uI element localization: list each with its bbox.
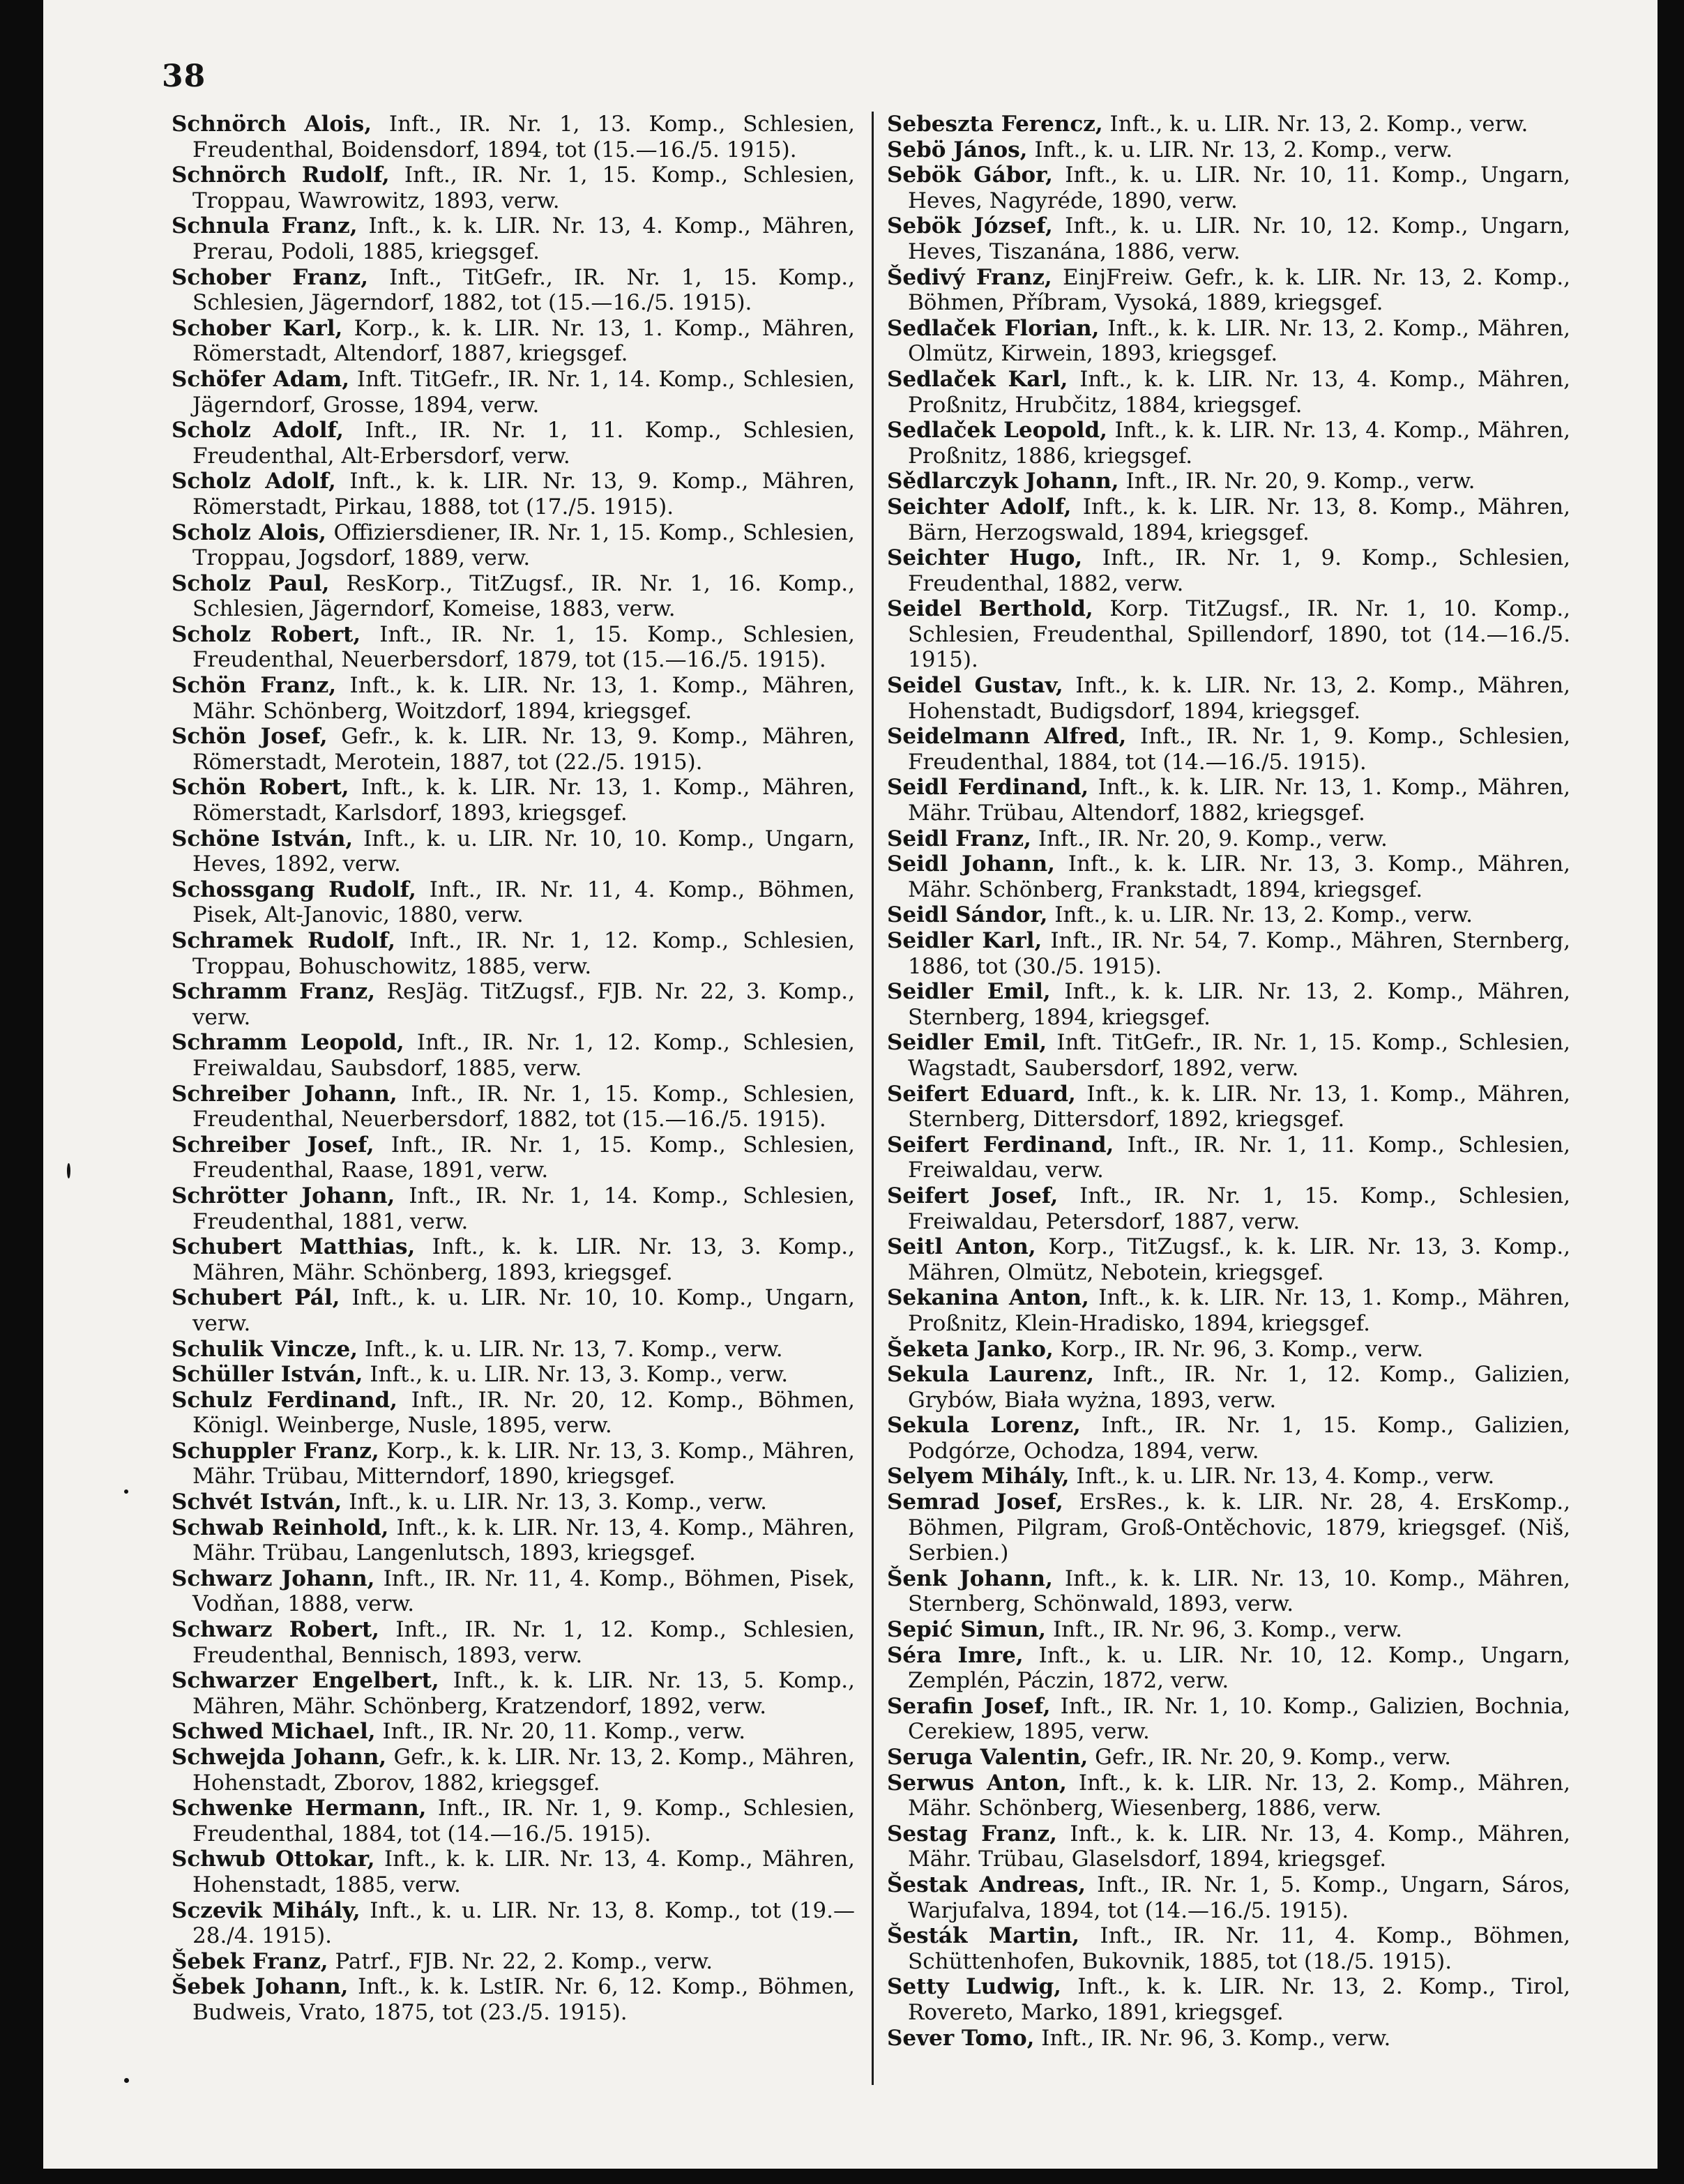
- entry-name: Seidler Emil,: [887, 979, 1051, 1005]
- left-column: [172, 112, 855, 2026]
- register-entry: [887, 1285, 1570, 1336]
- entry-name: Seifert Josef,: [887, 1183, 1059, 1208]
- entry-name: Seidl Franz,: [887, 826, 1031, 851]
- register-entry: [172, 1745, 855, 1796]
- entry-name: Schöfer Adam,: [172, 366, 350, 392]
- entry-details: Inft., IR. Nr. 1, 15. Komp., Schlesien, Freudenthal, Neuerbersdorf, 1882, tot (15.—16./5. 1915).: [192, 1081, 856, 1132]
- entry-name: Schulz Ferdinand,: [172, 1387, 397, 1413]
- page-number: 38: [162, 59, 206, 94]
- entry-details: Inft., k. k. LIR. Nr. 13, 1. Komp., Mähren, Römerstadt, Karlsdorf, 1893, kriegsgef.: [192, 775, 855, 826]
- entry-details: Inft., k. u. LIR. Nr. 13, 2. Komp., verw.: [1109, 112, 1529, 137]
- register-entry: [172, 1617, 855, 1668]
- register-entry: [172, 1668, 855, 1719]
- scan-speck: [67, 1163, 70, 1178]
- entry-name: Seidl Johann,: [887, 851, 1055, 877]
- entry-details: ResKorp., TitZugsf., IR. Nr. 1, 16. Komp., Schlesien, Jägerndorf, Komeise, 1883, verw.: [192, 570, 856, 622]
- register-entry: [172, 1132, 855, 1183]
- entry-name: Schön Franz,: [172, 673, 337, 699]
- entry-name: Scholz Alois,: [172, 520, 326, 545]
- entry-details: Inft., IR. Nr. 1, 15. Komp., Galizien, Podgórze, Ochodza, 1894, verw.: [908, 1413, 1571, 1464]
- register-entry: [887, 1337, 1570, 1363]
- register-entry: [887, 851, 1570, 902]
- register-entry: [887, 1489, 1570, 1566]
- register-entry: [887, 162, 1570, 213]
- register-entry: [887, 1617, 1570, 1643]
- register-entry: [887, 1362, 1570, 1413]
- entry-details: Inft., IR. Nr. 1, 13. Komp., Schlesien, Freudenthal, Boidensdorf, 1894, tot (15.—16./5. 1915).: [192, 112, 856, 162]
- entry-name: Seifert Eduard,: [887, 1081, 1076, 1107]
- entry-name: Sebö János,: [887, 137, 1028, 162]
- entry-name: Sestag Franz,: [887, 1821, 1057, 1846]
- entry-name: Schnörch Alois,: [172, 112, 372, 137]
- entry-name: Schramek Rudolf,: [172, 928, 395, 953]
- register-entry: [172, 418, 855, 469]
- register-entry: [172, 1949, 855, 1975]
- scan-border-bottom: [0, 2169, 1684, 2184]
- entry-name: Semrad Josef,: [887, 1489, 1063, 1515]
- register-entry: [887, 112, 1570, 137]
- register-entry: [887, 1821, 1570, 1872]
- entry-name: Schramm Leopold,: [172, 1030, 404, 1056]
- entry-details: Inft., k. u. LIR. Nr. 10, 10. Komp., Ungarn, verw.: [192, 1285, 855, 1336]
- entry-name: Seifert Ferdinand,: [887, 1132, 1114, 1158]
- register-entry: [887, 2026, 1570, 2052]
- register-entry: [887, 1413, 1570, 1464]
- entry-details: Inft., k. u. LIR. Nr. 13, 4. Komp., verw.: [1076, 1464, 1495, 1489]
- register-entry: [887, 1745, 1570, 1770]
- entry-name: Schramm Franz,: [172, 979, 376, 1005]
- entry-details: Inft., k. u. LIR. Nr. 13, 8. Komp., tot (19.—28./4. 1915).: [192, 1897, 856, 1949]
- entry-details: EinjFreiw. Gefr., k. k. LIR. Nr. 13, 2. Komp., Böhmen, Příbram, Vysoká, 1889, kriegsgef.: [908, 264, 1571, 316]
- register-entry: [172, 1439, 855, 1489]
- entry-name: Seruga Valentin,: [887, 1745, 1088, 1770]
- entry-details: Korp., k. k. LIR. Nr. 13, 1. Komp., Mähren, Römerstadt, Altendorf, 1887, kriegsgef.: [192, 315, 855, 367]
- entry-name: Seidler Emil,: [887, 1030, 1047, 1056]
- entry-name: Schwed Michael,: [172, 1719, 376, 1745]
- entry-details: Inft., k. k. LIR. Nr. 13, 8. Komp., Mähren, Bärn, Herzogswald, 1894, kriegsgef.: [908, 494, 1570, 545]
- entry-details: Inft., k. k. LIR. Nr. 13, 2. Komp., Mähren, Sternberg, 1894, kriegsgef.: [908, 979, 1571, 1030]
- register-entry: [172, 1796, 855, 1846]
- entry-name: Scholz Adolf,: [172, 469, 336, 494]
- entry-details: Inft., k. k. LIR. Nr. 13, 4. Komp., Mähren, Prerau, Podoli, 1885, kriegsgef.: [192, 213, 855, 264]
- entry-name: Serafin Josef,: [887, 1693, 1051, 1719]
- entry-name: Sedlaček Karl,: [887, 366, 1068, 392]
- register-entry: [172, 469, 855, 520]
- entry-details: Inft., k. k. LIR. Nr. 13, 4. Komp., Mähren, Proßnitz, 1886, kriegsgef.: [908, 418, 1570, 469]
- entry-name: Šebek Johann,: [172, 1974, 349, 2000]
- register-entry: [172, 213, 855, 264]
- register-entry: [172, 316, 855, 367]
- entry-name: Schossgang Rudolf,: [172, 877, 416, 902]
- entry-details: ResJäg. TitZugsf., FJB. Nr. 22, 3. Komp., verw.: [192, 979, 856, 1030]
- register-entry: [172, 1489, 855, 1515]
- register-entry: [887, 928, 1570, 979]
- entry-details: Inft., k. k. LIR. Nr. 13, 2. Komp., Tirol, Rovereto, Marko, 1891, kriegsgef.: [908, 1974, 1571, 2025]
- entry-name: Schubert Pál,: [172, 1285, 340, 1311]
- register-entry: [172, 826, 855, 877]
- entry-details: Inft., IR. Nr. 1, 14. Komp., Schlesien, Freudenthal, 1881, verw.: [192, 1183, 856, 1234]
- register-entry: [887, 213, 1570, 264]
- entry-name: Selyem Mihály,: [887, 1464, 1070, 1489]
- entry-details: Inft., k. k. LIR. Nr. 13, 2. Komp., Mähren, Olmütz, Kirwein, 1893, kriegsgef.: [908, 315, 1570, 367]
- entry-name: Seitl Anton,: [887, 1234, 1036, 1260]
- entry-name: Setty Ludwig,: [887, 1974, 1061, 2000]
- entry-details: Inft., k. u. LIR. Nr. 13, 3. Komp., verw.: [370, 1362, 789, 1388]
- register-entry: [887, 826, 1570, 852]
- register-entry: [887, 596, 1570, 673]
- register-entry: [887, 316, 1570, 367]
- entry-name: Schwarz Robert,: [172, 1617, 379, 1643]
- entry-details: Inft., k. u. LIR. Nr. 13, 2. Komp., verw.: [1034, 137, 1453, 162]
- register-entry: [887, 545, 1570, 596]
- register-entry: [887, 1030, 1570, 1081]
- entry-details: Inft., IR. Nr. 1, 12. Komp., Galizien, Grybów, Biała wyżna, 1893, verw.: [908, 1362, 1571, 1413]
- entry-details: Inft., k. u. LIR. Nr. 10, 12. Komp., Ungarn, Heves, Tiszanána, 1886, verw.: [908, 213, 1570, 264]
- entry-details: Inft., k. k. LIR. Nr. 13, 3. Komp., Mähren, Mähr. Schönberg, Frankstadt, 1894, kriegsgef.: [908, 851, 1570, 902]
- register-entry: [887, 137, 1570, 163]
- register-entry: [172, 1974, 855, 2025]
- register-entry: [887, 494, 1570, 545]
- register-entry: [887, 1923, 1570, 1974]
- entry-details: Inft., IR. Nr. 1, 12. Komp., Schlesien, Troppau, Bohuschowitz, 1885, verw.: [192, 928, 856, 979]
- register-entry: [172, 367, 855, 418]
- entry-name: Schön Robert,: [172, 775, 349, 801]
- entry-details: Inft., IR. Nr. 1, 5. Komp., Ungarn, Sáros, Warjufalva, 1894, tot (14.—16./5. 1915).: [908, 1872, 1570, 1923]
- entry-details: Inft., IR. Nr. 1, 12. Komp., Schlesien, Freiwaldau, Saubsdorf, 1885, verw.: [192, 1030, 855, 1081]
- entry-name: Sebök József,: [887, 213, 1053, 239]
- entry-name: Schuppler Franz,: [172, 1438, 379, 1464]
- entry-details: Inft., k. k. LIR. Nr. 13, 2. Komp., Mähren, Hohenstadt, Budigsdorf, 1894, kriegsgef.: [908, 673, 1570, 724]
- entry-details: Inft., IR. Nr. 20, 12. Komp., Böhmen, Königl. Weinberge, Nusle, 1895, verw.: [192, 1387, 855, 1439]
- right-column: [887, 112, 1570, 2051]
- entry-details: Gefr., k. k. LIR. Nr. 13, 2. Komp., Mähren, Hohenstadt, Zborov, 1882, kriegsgef.: [192, 1745, 855, 1796]
- entry-details: Inft., IR. Nr. 1, 15. Komp., Schlesien, Freudenthal, Raase, 1891, verw.: [192, 1132, 856, 1183]
- register-entry: [172, 1846, 855, 1897]
- register-entry: [172, 1515, 855, 1566]
- register-entry: [887, 775, 1570, 826]
- register-entry: [887, 724, 1570, 775]
- entry-details: Inft., IR. Nr. 96, 3. Komp., verw.: [1041, 2025, 1391, 2051]
- entry-details: Inft., k. u. LIR. Nr. 10, 10. Komp., Ungarn, Heves, 1892, verw.: [192, 826, 855, 877]
- register-entry: [887, 1183, 1570, 1234]
- entry-details: Inft., IR. Nr. 20, 11. Komp., verw.: [382, 1719, 746, 1745]
- entry-name: Sedlaček Florian,: [887, 315, 1100, 341]
- entry-details: Inft., IR. Nr. 1, 11. Komp., Schlesien, Freiwaldau, verw.: [908, 1132, 1571, 1183]
- register-entry: [172, 1566, 855, 1617]
- entry-details: Inft. TitGefr., IR. Nr. 1, 15. Komp., Schlesien, Wagstadt, Saubersdorf, 1892, verw.: [908, 1030, 1570, 1081]
- register-entry: [887, 1770, 1570, 1821]
- entry-name: Sědlarczyk Johann,: [887, 469, 1119, 494]
- entry-name: Séra Imre,: [887, 1642, 1024, 1668]
- entry-details: Inft., k. k. LIR. Nr. 13, 4. Komp., Mähren, Hohenstadt, 1885, verw.: [192, 1846, 856, 1897]
- register-entry: [172, 1362, 855, 1388]
- entry-name: Schreiber Johann,: [172, 1081, 397, 1107]
- register-entry: [172, 1082, 855, 1132]
- entry-name: Scholz Robert,: [172, 621, 361, 647]
- entry-details: Inft., k. u. LIR. Nr. 13, 3. Komp., verw.: [349, 1489, 767, 1515]
- register-entry: [887, 979, 1570, 1030]
- register-entry: [887, 1643, 1570, 1694]
- entry-name: Šebek Franz,: [172, 1948, 328, 1974]
- entry-details: Inft., k. k. LIR. Nr. 13, 3. Komp., Mähren, Mähr. Schönberg, 1893, kriegsgef.: [192, 1234, 855, 1285]
- register-entry: [172, 877, 855, 928]
- register-entry: [172, 1285, 855, 1336]
- entry-name: Schwarz Johann,: [172, 1565, 375, 1591]
- register-entry: [172, 673, 855, 724]
- entry-name: Schnula Franz,: [172, 213, 358, 239]
- register-entry: [172, 979, 855, 1030]
- register-entry: [172, 928, 855, 979]
- register-entry: [172, 1030, 855, 1081]
- entry-details: Inft., IR. Nr. 1, 11. Komp., Schlesien, Freudenthal, Alt-Erbersdorf, verw.: [192, 418, 856, 469]
- entry-name: Seidel Gustav,: [887, 673, 1063, 699]
- entry-name: Scholz Adolf,: [172, 418, 344, 443]
- entry-details: Inft., k. k. LIR. Nr. 13, 1. Komp., Mähren, Mähr. Schönberg, Woitzdorf, 1894, kriegsgef.: [192, 673, 855, 724]
- entry-details: Inft., TitGefr., IR. Nr. 1, 15. Komp., Schlesien, Jägerndorf, 1882, tot (15.—16./5. 1915).: [192, 264, 855, 316]
- entry-name: Schwenke Hermann,: [172, 1796, 427, 1821]
- entry-details: Korp., k. k. LIR. Nr. 13, 3. Komp., Mähren, Mähr. Trübau, Mitterndorf, 1890, kriegsgef.: [192, 1438, 855, 1489]
- entry-name: Schober Franz,: [172, 264, 369, 290]
- entry-details: Inft., IR. Nr. 96, 3. Komp., verw.: [1052, 1617, 1402, 1643]
- entry-name: Šedivý Franz,: [887, 264, 1052, 290]
- entry-name: Seichter Hugo,: [887, 545, 1083, 571]
- entry-name: Schvét István,: [172, 1489, 342, 1515]
- entry-details: Inft., k. u. LIR. Nr. 13, 7. Komp., verw.: [364, 1336, 783, 1362]
- entry-details: Inft., IR. Nr. 1, 15. Komp., Schlesien, Troppau, Wawrowitz, 1893, verw.: [192, 162, 855, 213]
- entry-name: Seidler Karl,: [887, 928, 1042, 953]
- entry-name: Sekula Laurenz,: [887, 1362, 1095, 1388]
- entry-details: Inft., IR. Nr. 1, 9. Komp., Schlesien, Freudenthal, 1882, verw.: [908, 545, 1570, 596]
- register-entry: [887, 469, 1570, 494]
- register-entry: [887, 673, 1570, 724]
- register-entry: [887, 1694, 1570, 1745]
- entry-details: Inft., k. k. LIR. Nr. 13, 1. Komp., Mähren, Sternberg, Dittersdorf, 1892, kriegsgef.: [908, 1081, 1571, 1132]
- entry-name: Seidel Berthold,: [887, 596, 1093, 622]
- register-entry: [172, 724, 855, 775]
- entry-name: Sekula Lorenz,: [887, 1413, 1081, 1439]
- entry-name: Schrötter Johann,: [172, 1183, 395, 1208]
- entry-name: Serwus Anton,: [887, 1770, 1067, 1796]
- entry-details: Inft., k. k. LIR. Nr. 13, 4. Komp., Mähren, Mähr. Trübau, Langenlutsch, 1893, kriegsgef.: [192, 1515, 855, 1566]
- entry-name: Sebeszta Ferencz,: [887, 112, 1103, 137]
- register-entry: [172, 1388, 855, 1439]
- entry-name: Schwab Reinhold,: [172, 1515, 389, 1540]
- entry-name: Seichter Adolf,: [887, 494, 1072, 520]
- entry-name: Seidl Ferdinand,: [887, 775, 1089, 801]
- entry-details: Inft., k. u. LIR. Nr. 10, 11. Komp., Ungarn, Heves, Nagyréde, 1890, verw.: [908, 162, 1570, 213]
- column-divider: [872, 112, 874, 2085]
- entry-name: Schwub Ottokar,: [172, 1846, 375, 1872]
- entry-details: Inft., k. k. LIR. Nr. 13, 10. Komp., Mähren, Sternberg, Schönwald, 1893, verw.: [908, 1565, 1570, 1617]
- register-entry: [172, 1183, 855, 1234]
- entry-details: Inft., k. k. LIR. Nr. 13, 4. Komp., Mähren, Mähr. Trübau, Glaselsdorf, 1894, kriegsgef.: [908, 1821, 1570, 1872]
- scan-border-right: [1658, 0, 1684, 2184]
- register-entry: [887, 1132, 1570, 1183]
- entry-details: Inft., IR. Nr. 11, 4. Komp., Böhmen, Schüttenhofen, Bukovnik, 1885, tot (18./5. 1915).: [908, 1923, 1570, 1974]
- entry-name: Schwarzer Engelbert,: [172, 1668, 439, 1694]
- entry-details: Patrf., FJB. Nr. 22, 2. Komp., verw.: [335, 1948, 713, 1974]
- entry-name: Schulik Vincze,: [172, 1336, 358, 1362]
- register-entry: [887, 1974, 1570, 2025]
- entry-details: Gefr., k. k. LIR. Nr. 13, 9. Komp., Mähren, Römerstadt, Merotein, 1887, tot (22./5. 1915).: [192, 724, 855, 775]
- entry-details: Korp., TitZugsf., k. k. LIR. Nr. 13, 3. Komp., Mähren, Olmütz, Nebotein, kriegsgef.: [908, 1234, 1571, 1285]
- entry-name: Šesták Martin,: [887, 1923, 1080, 1949]
- register-entry: [172, 1898, 855, 1949]
- entry-details: Inft., k. k. LstIR. Nr. 6, 12. Komp., Böhmen, Budweis, Vrato, 1875, tot (23./5. 1915).: [192, 1974, 855, 2025]
- entry-name: Sekanina Anton,: [887, 1285, 1089, 1311]
- entry-name: Schöne István,: [172, 826, 354, 851]
- entry-name: Sepić Simun,: [887, 1617, 1047, 1643]
- entry-name: Schober Karl,: [172, 315, 343, 341]
- entry-details: Inft., IR. Nr. 1, 15. Komp., Schlesien, Freudenthal, Neuerbersdorf, 1879, tot (15.—16./5. 1915).: [192, 621, 855, 673]
- register-entry: [172, 1337, 855, 1363]
- entry-details: Inft., k. k. LIR. Nr. 13, 9. Komp., Mähren, Römerstadt, Pirkau, 1888, tot (17./5. 1915).: [192, 469, 855, 520]
- entry-name: Scholz Paul,: [172, 570, 330, 596]
- register-entry: [887, 902, 1570, 928]
- entry-name: Šeketa Janko,: [887, 1336, 1054, 1362]
- scan-border-left: [0, 0, 43, 2184]
- register-entry: [887, 418, 1570, 469]
- scan-speck: [124, 2078, 129, 2083]
- register-entry: [172, 520, 855, 571]
- register-entry: [172, 622, 855, 673]
- register-entry: [172, 112, 855, 162]
- entry-name: Sever Tomo,: [887, 2025, 1035, 2051]
- entry-details: Inft., IR. Nr. 1, 15. Komp., Schlesien, Freiwaldau, Petersdorf, 1887, verw.: [908, 1183, 1571, 1234]
- entry-details: Offiziersdiener, IR. Nr. 1, 15. Komp., Schlesien, Troppau, Jogsdorf, 1889, verw.: [192, 520, 855, 571]
- entry-name: Schreiber Josef,: [172, 1132, 374, 1158]
- entry-details: Inft., k. u. LIR. Nr. 13, 2. Komp., verw.: [1054, 902, 1473, 928]
- register-entry: [172, 775, 855, 826]
- entry-details: Inft., IR. Nr. 20, 9. Komp., verw.: [1038, 826, 1388, 851]
- register-entry: [172, 1719, 855, 1745]
- register-entry: [887, 1872, 1570, 1923]
- entry-details: Inft., k. k. LIR. Nr. 13, 4. Komp., Mähren, Proßnitz, Hrubčitz, 1884, kriegsgef.: [908, 366, 1571, 418]
- entry-details: Inft., k. k. LIR. Nr. 13, 2. Komp., Mähren, Mähr. Schönberg, Wiesenberg, 1886, verw.: [908, 1770, 1570, 1821]
- register-entry: [172, 265, 855, 316]
- entry-details: Inft., k. k. LIR. Nr. 13, 1. Komp., Mähren, Mähr. Trübau, Altendorf, 1882, kriegsgef.: [908, 775, 1570, 826]
- entry-name: Seidl Sándor,: [887, 902, 1048, 928]
- register-entry: [887, 1464, 1570, 1489]
- entry-name: Schüller István,: [172, 1362, 363, 1388]
- entry-details: Inft., IR. Nr. 11, 4. Komp., Böhmen, Pisek, Alt-Janovic, 1880, verw.: [192, 877, 855, 928]
- register-entry: [172, 571, 855, 622]
- entry-name: Sczevik Mihály,: [172, 1897, 361, 1923]
- entry-details: Inft., k. k. LIR. Nr. 13, 1. Komp., Mähren, Proßnitz, Klein-Hradisko, 1894, kriegsgef.: [908, 1285, 1570, 1336]
- entry-details: Inft., IR. Nr. 1, 12. Komp., Schlesien, Freudenthal, Bennisch, 1893, verw.: [192, 1617, 856, 1668]
- register-entry: [887, 265, 1570, 316]
- entry-details: Inft., IR. Nr. 1, 10. Komp., Galizien, Bochnia, Cerekiew, 1895, verw.: [908, 1693, 1571, 1745]
- scan-speck: [124, 1489, 128, 1494]
- register-entry: [887, 1566, 1570, 1617]
- entry-details: Inft., k. k. LIR. Nr. 13, 5. Komp., Mähren, Mähr. Schönberg, Kratzendorf, 1892, verw.: [192, 1668, 855, 1719]
- entry-name: Schnörch Rudolf,: [172, 162, 390, 188]
- entry-name: Sebök Gábor,: [887, 162, 1053, 188]
- entry-name: Šenk Johann,: [887, 1565, 1053, 1591]
- entry-details: Inft. TitGefr., IR. Nr. 1, 14. Komp., Schlesien, Jägerndorf, Grosse, 1894, verw.: [192, 366, 855, 418]
- entry-name: Schubert Matthias,: [172, 1234, 416, 1260]
- entry-name: Sedlaček Leopold,: [887, 418, 1107, 443]
- entry-name: Seidelmann Alfred,: [887, 724, 1127, 750]
- entry-name: Schön Josef,: [172, 724, 328, 750]
- entry-details: ErsRes., k. k. LIR. Nr. 28, 4. ErsKomp., Böhmen, Pilgram, Groß-Ontěchovic, 1879, kriegsgef. (Niš, Serbien.): [908, 1489, 1570, 1566]
- register-entry: [172, 1234, 855, 1285]
- register-entry: [887, 1234, 1570, 1285]
- register-entry: [887, 367, 1570, 418]
- entry-details: Inft., IR. Nr. 20, 9. Komp., verw.: [1125, 469, 1476, 494]
- entry-details: Korp. TitZugsf., IR. Nr. 1, 10. Komp., Schlesien, Freudenthal, Spillendorf, 1890, tot (14.—16./5. 1915).: [908, 596, 1570, 673]
- entry-name: Schwejda Johann,: [172, 1745, 387, 1770]
- register-entry: [887, 1082, 1570, 1132]
- entry-details: Inft., IR. Nr. 11, 4. Komp., Böhmen, Pisek, Vodňan, 1888, verw.: [192, 1565, 855, 1617]
- entry-details: Korp., IR. Nr. 96, 3. Komp., verw.: [1060, 1336, 1424, 1362]
- entry-details: Inft., IR. Nr. 1, 9. Komp., Schlesien, Freudenthal, 1884, tot (14.—16./5. 1915).: [908, 724, 1570, 775]
- register-entry: [172, 162, 855, 213]
- entry-details: Inft., IR. Nr. 1, 9. Komp., Schlesien, Freudenthal, 1884, tot (14.—16./5. 1915).: [192, 1796, 855, 1846]
- entry-name: Šestak Andreas,: [887, 1872, 1086, 1897]
- entry-details: Inft., k. u. LIR. Nr. 10, 12. Komp., Ungarn, Zemplén, Páczin, 1872, verw.: [908, 1642, 1570, 1694]
- entry-details: Gefr., IR. Nr. 20, 9. Komp., verw.: [1095, 1745, 1452, 1770]
- entry-details: Inft., IR. Nr. 54, 7. Komp., Mähren, Sternberg, 1886, tot (30./5. 1915).: [908, 928, 1570, 979]
